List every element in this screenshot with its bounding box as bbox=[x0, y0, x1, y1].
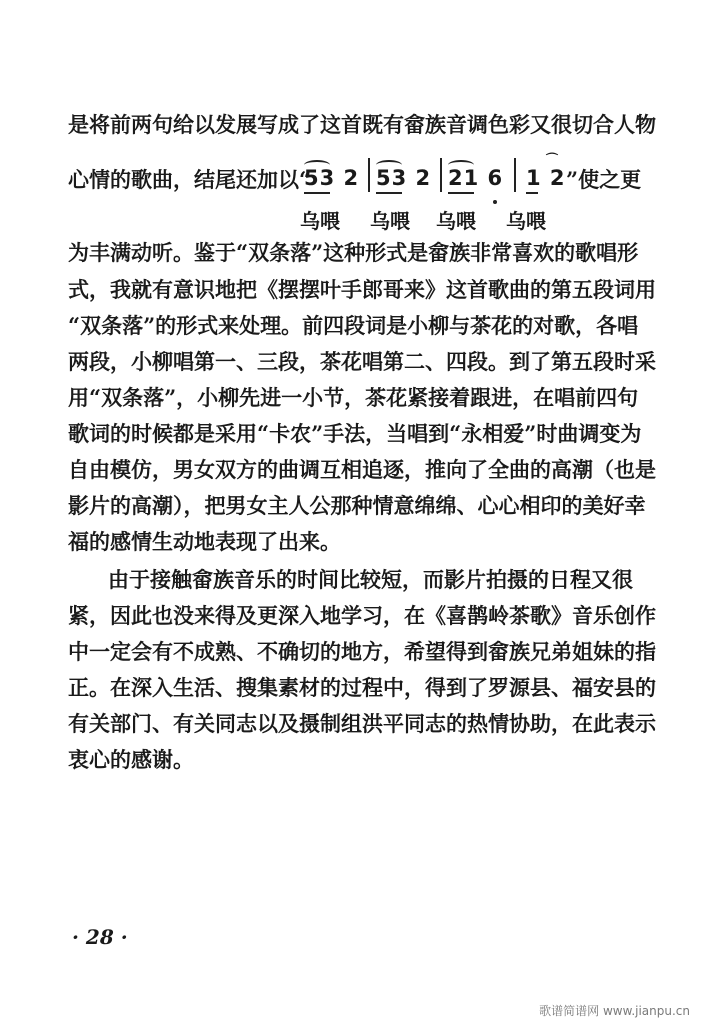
measure-4: 1 2 bbox=[526, 166, 566, 190]
lyric: 乌喂 bbox=[506, 209, 546, 233]
text-line-9: 影片的高潮），把男女主人公那种情意绵绵、心心相印的美好幸 bbox=[68, 493, 646, 518]
underline bbox=[304, 192, 330, 194]
measure-2: 53 2 bbox=[376, 166, 432, 190]
notation-prefix: 心情的歌曲，结尾还加以“ bbox=[68, 167, 312, 192]
text-line-13: 中一定会有不成熟、不确切的地方，希望得到畲族兄弟姐妹的指 bbox=[68, 639, 656, 664]
low-octave-dot bbox=[493, 200, 497, 204]
watermark: 歌谱简谱网 www.jianpu.cn bbox=[539, 1004, 690, 1018]
text-line-16: 衷心的感谢。 bbox=[68, 747, 194, 772]
text-line-5: 两段，小柳唱第一、三段，茶花唱第二、四段。到了第五段时采 bbox=[68, 349, 656, 374]
text-line-7: 歌词的时候都是采用“卡农”手法，当唱到“永相爱”时曲调变为 bbox=[68, 421, 642, 446]
text-line-10: 福的感情生动地表现了出来。 bbox=[68, 529, 341, 554]
text-line-8: 自由模仿，男女双方的曲调互相追逐，推向了全曲的高潮（也是 bbox=[68, 457, 656, 482]
lyric: 乌喂 bbox=[436, 209, 476, 233]
underline bbox=[376, 192, 402, 194]
text-line-6: 用“双条落”，小柳先进一小节，茶花紧接着跟进，在唱前四句 bbox=[68, 385, 639, 410]
text-line-15: 有关部门、有关同志以及摄制组洪平同志的热情协助，在此表示 bbox=[68, 711, 656, 736]
text-line-4: “双条落”的形式来处理。前四段词是小柳与茶花的对歌，各唱 bbox=[68, 313, 639, 338]
underline bbox=[526, 192, 538, 194]
notation-suffix: ”使之更 bbox=[566, 167, 642, 192]
fermata-icon: ⌒ bbox=[546, 152, 559, 166]
text-line-11: 由于接触畲族音乐的时间比较短，而影片拍摄的日程又很 bbox=[108, 567, 633, 592]
barline bbox=[440, 158, 442, 192]
text-line-2: 为丰满动听。鉴于“双条落”这种形式是畲族非常喜欢的歌唱形 bbox=[68, 240, 639, 265]
text-line-14: 正。在深入生活、搜集素材的过程中，得到了罗源县、福安县的 bbox=[68, 675, 656, 700]
notation-line bbox=[68, 152, 668, 196]
lyric: 乌喂 bbox=[300, 209, 340, 233]
measure-3: 21 6 bbox=[448, 166, 504, 190]
barline bbox=[368, 158, 370, 192]
page-number: · 28 · bbox=[72, 925, 128, 949]
text-line-12: 紧，因此也没来得及更深入地学习，在《喜鹊岭茶歌》音乐创作 bbox=[68, 603, 656, 628]
text-line-1: 是将前两句给以发展写成了这首既有畲族音调色彩又很切合人物 bbox=[68, 112, 656, 137]
text-line-3: 式，我就有意识地把《摆摆叶手郎哥来》这首歌曲的第五段词用 bbox=[68, 277, 656, 302]
underline bbox=[448, 192, 474, 194]
measure-1: 53 2 bbox=[304, 166, 360, 190]
barline bbox=[514, 158, 516, 192]
lyric: 乌喂 bbox=[370, 209, 410, 233]
lyrics-row bbox=[300, 205, 560, 231]
